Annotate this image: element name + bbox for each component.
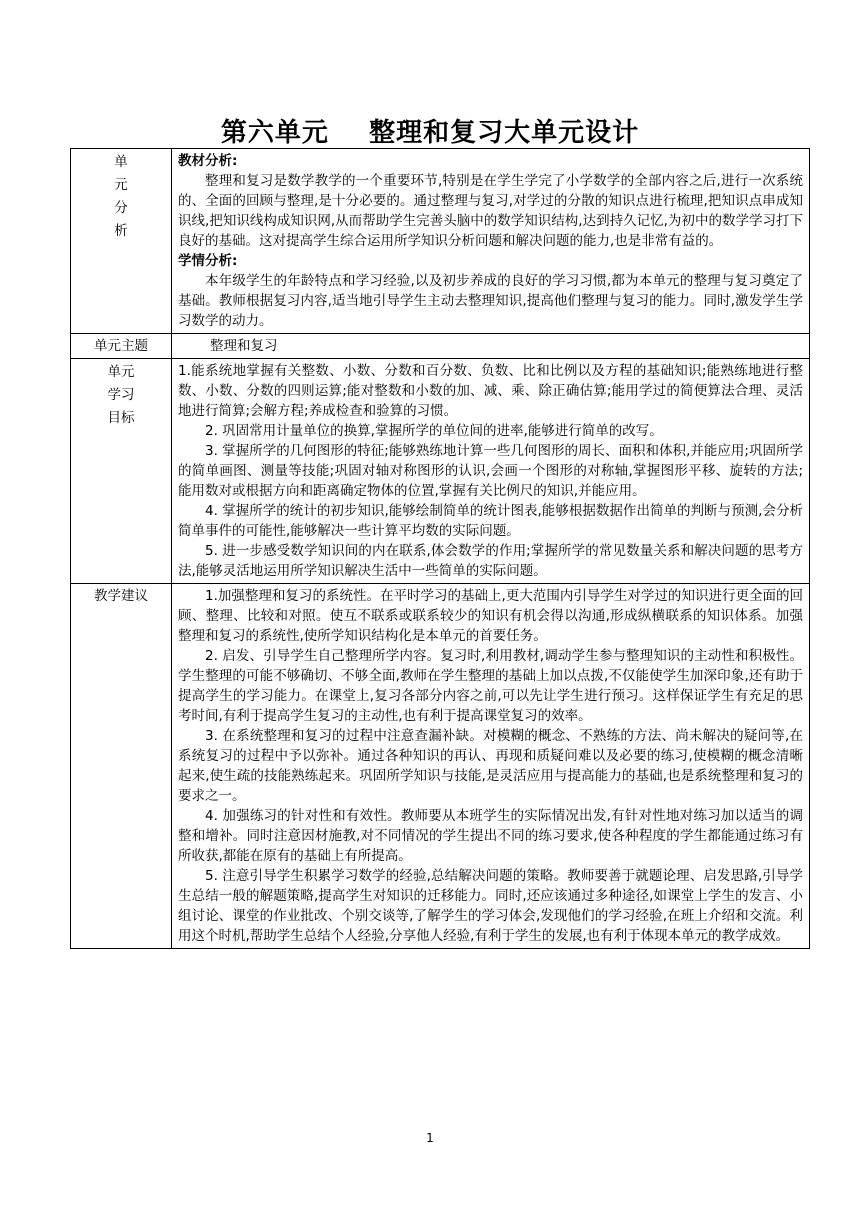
goal-item: 1.能系统地掌握有关整数、小数、分数和百分数、负数、比和比例以及方程的基础知识;能熟练地进行整数、小数、分数的四则运算;能对整数和小数的加、减、乘、除正确估算;能用学过的简便算法合理、灵活地进行简算;会解方程;养成检查和验算的习惯。: [178, 363, 803, 419]
label-unit-analysis: [71, 149, 172, 334]
label-teaching-suggestions: 教学建议: [71, 584, 172, 949]
row-unit-analysis: [71, 149, 810, 334]
content-unit-analysis: [172, 149, 810, 334]
suggestion-item: 1.加强整理和复习的系统性。在平时学习的基础上,更大范围内引导学生对学过的知识进行更全面的回顾、整理、比较和对照。使互不联系或联系较少的知识有机会得以沟通,形成纵横联系的知识体系。加强整理和复习的系统性,使所学知识结构化是本单元的首要任务。: [178, 588, 803, 644]
learner-analysis-heading: 学情分析:: [178, 253, 238, 269]
label-char: 分: [114, 200, 128, 216]
suggestion-item: 2. 启发、引导学生自己整理所学内容。复习时,利用教材,调动学生参与整理知识的主动性和积极性。学生整理的可能不够确切、不够全面,教师在学生整理的基础上加以点拨,不仅能使学生加深印象,还有助于提高学生的学习能力。在课堂上,复习各部分内容之前,可以先让学生进行预习。这样保证学生有充足的思考时间,有利于提高学生复习的主动性,也有利于提高课堂复习的效率。: [178, 648, 803, 724]
suggestion-item: 5. 注意引导学生积累学习数学的经验,总结解决问题的策略。教师要善于就题论理、启发思路,引导学生总结一般的解题策略,提高学生对知识的迁移能力。同时,还应该通过多种途径,如课堂上学生的发言、小组讨论、课堂的作业批改、个别交谈等,了解学生的学习体会,发现他们的学习经验,在班上介绍和交流。利用这个时机,帮助学生总结个人经验,分享他人经验,有利于学生的发展,也有利于体现本单元的教学成效。: [178, 868, 803, 944]
label-char: 单: [114, 154, 128, 170]
label-learning-goals: [71, 359, 172, 584]
row-teaching-suggestions: [71, 584, 810, 949]
suggestion-item: 3. 在系统整理和复习的过程中注意查漏补缺。对模糊的概念、不熟练的方法、尚未解决的疑问等,在系统复习的过程中予以弥补。通过各种知识的再认、再现和质疑问难以及必要的练习,使模糊的概念清晰起来,使生疏的技能熟练起来。巩固所学知识与技能,是灵活应用与提高能力的基础,也是系统整理和复习的要求之一。: [178, 728, 803, 804]
goal-item: 3. 掌握所学的几何图形的特征;能够熟练地计算一些几何图形的周长、面积和体积,并能应用;巩固所学的简单画图、测量等技能;巩固对轴对称图形的认识,会画一个图形的对称轴,掌握图形平移、旋转的方法;能用数对或根据方向和距离确定物体的位置,掌握有关比例尺的知识,并能应用。: [178, 443, 803, 499]
content-unit-theme: 整理和复习: [172, 334, 810, 359]
row-unit-theme: [71, 334, 810, 359]
label-char: 目标: [107, 410, 135, 426]
goal-item: 5. 进一步感受数学知识间的内在联系,体会数学的作用;掌握所学的常见数量关系和解决问题的思考方法,能够灵活地运用所学知识解决生活中一些简单的实际问题。: [178, 543, 803, 579]
unit-design-table: [70, 148, 810, 949]
label-char: 学习: [107, 387, 135, 403]
label-char: 析: [114, 223, 128, 239]
label-char: 元: [114, 177, 128, 193]
document-title: 第六单元 整理和复习大单元设计: [220, 118, 640, 148]
goal-item: 4. 掌握所学的统计的初步知识,能够绘制简单的统计图表,能够根据数据作出简单的判断与预测,会分析简单事件的可能性,能够解决一些计算平均数的实际问题。: [178, 503, 803, 539]
learner-analysis-text: 本年级学生的年龄特点和学习经验,以及初步养成的良好的学习习惯,都为本单元的整理与复习奠定了基础。教师根据复习内容,适当地引导学生主动去整理知识,提高他们整理与复习的能力。同时,激发学生学习数学的动力。: [178, 273, 803, 329]
material-analysis-heading: 教材分析:: [178, 153, 238, 169]
page-number: 1: [426, 1131, 434, 1145]
row-learning-goals: [71, 359, 810, 584]
material-analysis-text: 整理和复习是数学教学的一个重要环节,特别是在学生学完了小学数学的全部内容之后,进行一次系统的、全面的回顾与整理,是十分必要的。通过整理与复习,对学过的分散的知识点进行梳理,把知识点串成知识线,把知识线构成知识网,从而帮助学生完善头脑中的数学知识结构,达到持久记忆,为初中的数学学习打下良好的基础。这对提高学生综合运用所学知识分析问题和解决问题的能力,也是非常有益的。: [178, 173, 803, 249]
label-char: 单元: [107, 364, 135, 380]
goal-item: 2. 巩固常用计量单位的换算,掌握所学的单位间的进率,能够进行简单的改写。: [205, 423, 663, 439]
content-teaching-suggestions: [172, 584, 810, 949]
label-unit-theme: 单元主题: [71, 334, 172, 359]
suggestion-item: 4. 加强练习的针对性和有效性。教师要从本班学生的实际情况出发,有针对性地对练习加以适当的调整和增补。同时注意因材施教,对不同情况的学生提出不同的练习要求,使各种程度的学生都能通过练习有所收获,都能在原有的基础上有所提高。: [178, 808, 803, 864]
content-learning-goals: [172, 359, 810, 584]
